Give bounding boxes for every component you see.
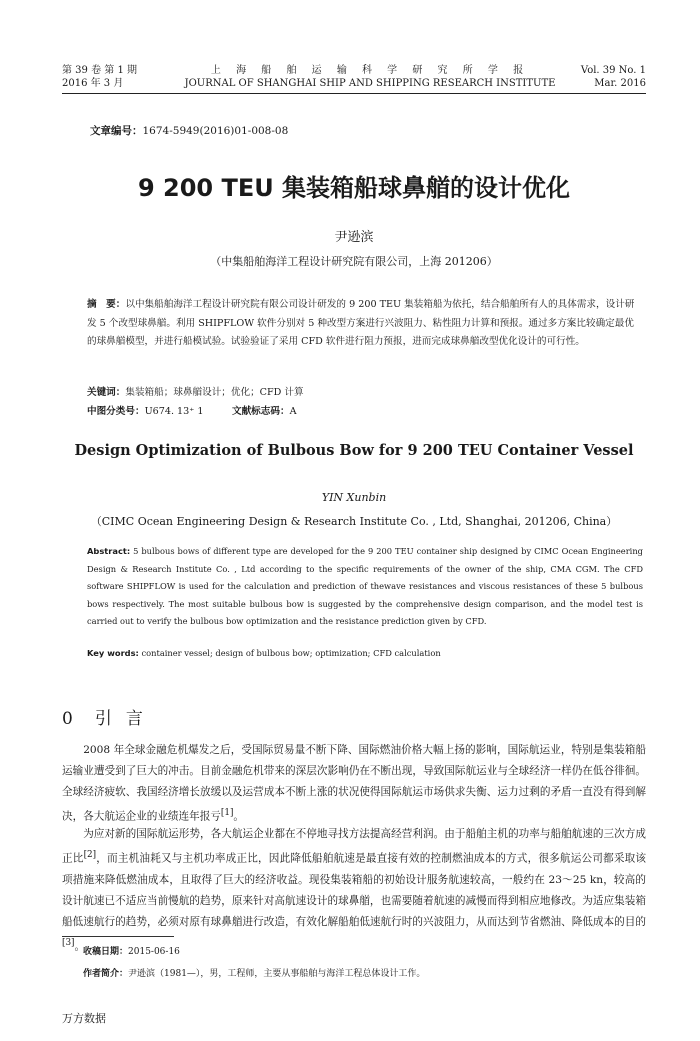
keywords-cn-text: 集装箱船；球鼻艏设计；优化；CFD 计算	[125, 387, 304, 398]
received-label: 收稿日期：	[83, 947, 129, 957]
clc-label: 中图分类号：	[87, 406, 145, 417]
citation-2: [2]	[83, 850, 97, 860]
author-name: 尹逊滨	[334, 230, 374, 245]
clc-number	[87, 403, 203, 417]
header-rule	[62, 93, 646, 94]
paragraph-2-end: 。	[74, 940, 86, 953]
document-code-value: A	[289, 406, 297, 417]
journal-name-en: JOURNAL OF SHANGHAI SHIP AND SHIPPING RESEARCH INSTITUTE	[184, 78, 556, 89]
document-code	[232, 403, 297, 417]
document-code-label: 文献标志码：	[232, 406, 290, 417]
citation-1: [1]	[220, 808, 234, 818]
keywords-cn	[87, 384, 304, 398]
abstract-en-label: Abstract:	[87, 546, 131, 556]
journal-name	[180, 64, 560, 90]
paragraph-1-text: 2008 年全球金融危机爆发之后，受国际贸易量不断下降、国际燃油价格大幅上扬的影响，国际航运业，特别是集装箱船运输业遭受到了巨大的冲击。目前金融危机带来的深层次影响仍在不断出现，导致国际航运业与全球经济一样仍在低谷徘徊。全球经济疲软、我国经济增长放缓以及运营成本不断上涨的状况使得国际航运市场供求失衡、运力过剩的矛盾一直没有得到解决，各大航运企业的业绩连年报亏	[62, 744, 646, 823]
paragraph-1-end: 。	[233, 810, 245, 823]
paragraph-2-text-b: ，而主机油耗又与主机功率成正比，因此降低船舶航速是最直接有效的控制燃油成本的方式，很多航运公司都采取该项措施来降低燃油成本，且取得了巨大的经济收益。现役集装箱船的初始设计服务航速较高，一般约在 23～25 kn，较高的设计航速已不适应当前慢航的趋势，原来针对高航速设计的球鼻艏，也需要随着航速的减慢而得到相应地修改。为适应集装箱船低速航行的趋势，必须对原有球鼻艏进行改造，有效化解船舶低速航行时的兴波阻力，从而达到节省燃油、降低成本的目的	[62, 852, 647, 928]
journal-header	[62, 64, 646, 90]
author-bio-label: 作者简介：	[83, 969, 129, 979]
paper-title: 9 200 TEU 集装箱船球鼻艏的设计优化	[137, 174, 571, 202]
intro-paragraph-2	[62, 824, 646, 957]
author-affiliation-en: （CIMC Ocean Engineering Design & Research Institute Co. , Ltd, Shanghai, 201206, China）	[90, 515, 618, 528]
keywords-en-label: Key words:	[87, 648, 139, 658]
date-cn: 2016 年 3 月	[62, 78, 124, 89]
journal-name-cn: 上 海 船 舶 运 输 科 学 研 究 所 学 报	[210, 65, 530, 76]
section-title: 引言	[94, 709, 157, 729]
article-number-label: 文章编号：	[90, 125, 143, 137]
citation-3: [3]	[62, 937, 75, 948]
volume-issue-en: Vol. 39 No. 1	[580, 65, 646, 76]
date-en: Mar. 2016	[594, 78, 646, 89]
keywords-en	[87, 648, 441, 658]
received-date: 2015-06-16	[128, 947, 180, 957]
volume-issue-cn: 第 39 卷 第 1 期	[62, 65, 137, 76]
abstract-cn	[87, 296, 643, 352]
author-bio-text: 尹逊滨（1981—），男，工程师，主要从事船舶与海洋工程总体设计工作。	[128, 969, 426, 979]
abstract-en	[87, 543, 643, 631]
abstract-en-text: 5 bulbous bows of different type are developed for the 9 200 TEU container ship designed by CIMC Ocean Engineering Design & Research Institute Co. , Ltd according to the specific requirements of the owner of the ship, CMA CGM. The CFD software SHIPFLOW is used for the calculation and prediction of thewave resistances and viscous resistances of these 5 bulbous bows respectively. The most suitable bulbous bow is suggested by the comprehensive design comparison, and the model test is carried out to verify the bulbous bow optimization and the resistance prediction given by CFD.	[87, 546, 643, 627]
article-number-value: 1674-5949(2016)01-008-08	[142, 125, 289, 137]
keywords-cn-label: 关键词：	[87, 387, 126, 398]
abstract-cn-label: 摘 要：	[87, 299, 126, 310]
author-affiliation: （中集船舶海洋工程设计研究院有限公司，上海 201206）	[210, 255, 498, 268]
section-number: 0	[62, 709, 73, 729]
abstract-cn-text: 以中集船舶海洋工程设计研究院有限公司设计研发的 9 200 TEU 集装箱船为依托，结合船舶所有人的具体需求，设计研发 5 个改型球鼻艏。利用 SHIPFLOW 软件分别对 5 种改型方案进行兴波阻力、粘性阻力计算和预报。通过多方案比较确定最优的球鼻艏模型，并进行船模试验。试验验证了采用 CFD 软件进行阻力预报，进而完成球鼻艏改型优化设计的可行性。	[87, 299, 635, 347]
intro-paragraph-1	[62, 740, 646, 828]
issue-info-en	[581, 64, 646, 90]
paragraph-2-text-a: 为应对新的国际航运形势，各大航运企业都在不停地寻找方法提高经营利润。由于船舶主机的功率与船舶航速的三次方成正比	[62, 828, 646, 865]
source-watermark: 万方数据	[62, 1012, 106, 1025]
footnote-received	[83, 944, 180, 957]
keywords-en-text: container vessel; design of bulbous bow; optimization; CFD calculation	[138, 648, 441, 658]
author-name-en: YIN Xunbin	[321, 491, 387, 504]
paper-title-en: Design Optimization of Bulbous Bow for 9 200 TEU Container Vessel	[74, 442, 634, 459]
footnote-author-bio	[83, 966, 425, 979]
footnote-rule	[62, 936, 174, 937]
clc-value: U674. 13⁺ 1	[144, 406, 204, 417]
section-heading	[62, 704, 157, 729]
article-number	[90, 123, 288, 138]
issue-info-cn	[62, 64, 137, 90]
